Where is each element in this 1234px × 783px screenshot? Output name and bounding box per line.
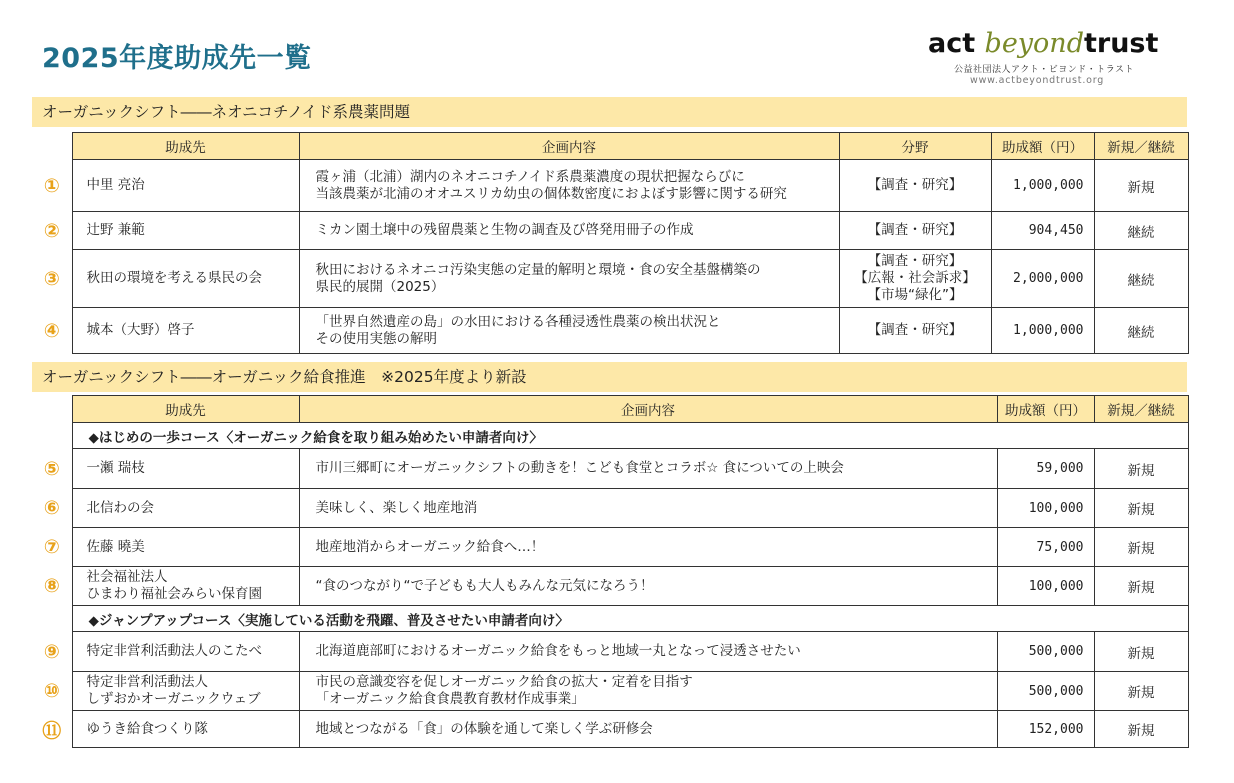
text-line: 【広報・社会訴求】 [854,270,976,286]
logo-subtitle: 公益社団法人アクト・ビヨンド・トラスト [954,65,1134,75]
row-number: ⑨ [43,640,60,663]
field-cell [839,160,991,212]
text-line: 【調査・研究】 [867,322,963,338]
text-line: 秋田におけるネオニコ汚染実態の定量的解明と環境・食の安全基盤構築の [315,261,761,278]
status-cell: 新規 [1094,672,1188,711]
recipient-cell [72,160,299,212]
text-line: 佐藤 曉美 [86,538,145,555]
content-cell [299,528,997,567]
content-cell [299,250,839,308]
amount-cell: 904,450 [991,212,1094,250]
header-status: 新規／継続 [1094,133,1188,160]
row-number: ① [43,174,60,197]
row-number: ⑪ [42,719,62,742]
content-cell [299,567,997,606]
status-cell: 新規 [1094,528,1188,567]
header-amount: 助成額（円） [991,133,1094,160]
text-line: 【市場“緑化”】 [867,287,963,303]
text-line: 美味しく、楽しく地産地消 [315,499,478,516]
row-spacer [32,606,72,632]
content-cell [299,489,997,528]
content-cell [299,711,997,748]
text-line: 【調査・研究】 [867,177,963,193]
text-line: “食のつながり“で子どもも大人もみんな元気になろう！ [315,577,654,594]
recipient-cell [72,711,299,748]
amount-cell: 100,000 [997,567,1094,606]
amount-cell: 500,000 [997,672,1094,711]
recipient-cell [72,672,299,711]
section1-header-row [32,133,1188,160]
text-line: 当該農薬が北浦のオオユスリカ幼虫の個体数密度におよぼす影響に関する研究 [315,185,787,202]
text-line: 【調査・研究】 [867,222,963,238]
status-cell: 新規 [1094,711,1188,748]
status-cell: 新規 [1094,489,1188,528]
section1-table [32,132,1189,354]
text-line: 北海道鹿部町におけるオーガニック給食をもっと地域一丸となって浸透させたい [315,643,801,659]
field-cell [839,250,991,308]
course-row [32,606,1188,632]
text-line: 県民的展開（2025） [315,278,445,295]
section2-table [32,395,1189,748]
text-line: 城本（大野）啓子 [86,322,195,338]
header-recipient: 助成先 [72,396,299,423]
table-row [32,528,1188,567]
status-cell: 継続 [1094,250,1188,308]
amount-cell: 75,000 [997,528,1094,567]
section2-heading: オーガニックシフト――オーガニック給食推進 ※2025年度より新設 [32,362,1187,392]
row-number: ⑧ [43,575,60,597]
table-row [32,489,1188,528]
header-content: 企画内容 [299,396,997,423]
page-title: 2025年度助成先一覧 [42,43,312,74]
field-cell [839,308,991,354]
text-line: 特定非営利活動法人 [86,674,208,690]
text-line: 社会福祉法人 [86,569,168,585]
row-number: ⑥ [43,497,60,519]
status-cell: 新規 [1094,449,1188,489]
course-label: ◆はじめの一歩コース〈オーガニック給食を取り組み始めたい申請者向け〉 [72,423,1188,449]
header-field: 分野 [839,133,991,160]
table-row [32,212,1188,250]
amount-cell: 2,000,000 [991,250,1094,308]
recipient-cell [72,567,299,606]
header-status: 新規／継続 [1094,396,1188,423]
content-cell [299,308,839,354]
row-number: ⑤ [43,457,60,480]
recipient-cell [72,528,299,567]
status-cell: 新規 [1094,567,1188,606]
table-row [32,632,1188,672]
logo-trust: trust [1083,28,1159,59]
text-line: 北信わの会 [86,499,154,516]
amount-cell: 500,000 [997,632,1094,672]
recipient-cell [72,489,299,528]
text-line: 市川三郷町にオーガニックシフトの動きを！こども食堂とコラボ☆ 食についての上映会 [315,460,844,476]
status-cell: 継続 [1094,308,1188,354]
recipient-cell [72,212,299,250]
amount-cell: 152,000 [997,711,1094,748]
row-number: ④ [43,319,60,342]
table-row [32,449,1188,489]
status-cell: 継続 [1094,212,1188,250]
row-number: ② [43,219,60,242]
header-amount: 助成額（円） [997,396,1094,423]
text-line: 地産地消からオーガニック給食へ…！ [315,538,545,555]
content-cell [299,672,997,711]
text-line: 【調査・研究】 [867,253,963,269]
text-line: 地域とつながる「食」の体験を通して楽しく学ぶ研修会 [315,720,653,737]
recipient-cell [72,632,299,672]
logo-url: www.actbeyondtrust.org [970,75,1105,86]
text-line: 霞ヶ浦（北浦）湖内のネオニコチノイド系農薬濃度の現状把握ならびに [315,168,745,185]
recipient-cell [72,449,299,489]
header-content: 企画内容 [299,133,839,160]
recipient-cell [72,308,299,354]
amount-cell: 59,000 [997,449,1094,489]
row-spacer [32,423,72,449]
row-number: ③ [43,267,60,290]
table-row [32,250,1188,308]
recipient-cell [72,250,299,308]
section1-heading: オーガニックシフト――ネオニコチノイド系農薬問題 [32,97,1187,127]
row-number: ⑦ [43,536,60,558]
text-line: 辻野 兼範 [86,222,145,238]
header-spacer [32,396,72,423]
text-line: しずおかオーガニックウェブ [86,691,261,707]
text-line: 一瀬 瑞枝 [86,460,145,476]
field-cell [839,212,991,250]
content-cell [299,632,997,672]
header-spacer [32,133,72,160]
content-cell [299,449,997,489]
text-line: その使用実態の解明 [315,330,437,347]
table-row [32,711,1188,748]
text-line: 中里 亮治 [86,177,145,193]
text-line: 特定非営利活動法人のこたべ [86,643,262,659]
table-row [32,672,1188,711]
course-label: ◆ジャンプアップコース〈実施している活動を飛躍、普及させたい申請者向け〉 [72,606,1188,632]
table-row [32,160,1188,212]
table-row [32,308,1188,354]
row-number: ⑩ [43,680,60,702]
text-line: ゆうき給食つくり隊 [86,720,208,737]
course-row [32,423,1188,449]
text-line: 「世界自然遺産の島」の水田における各種浸透性農薬の検出状況と [315,313,721,330]
logo-beyond: beyond [984,28,1084,59]
content-cell [299,160,839,212]
logo [928,28,1168,86]
text-line: 市民の意識変容を促しオーガニック給食の拡大・定着を目指す [315,674,693,690]
amount-cell: 1,000,000 [991,160,1094,212]
logo-wordmark [928,28,1168,60]
text-line: ミカン園土壌中の残留農薬と生物の調査及び啓発用冊子の作成 [315,222,694,238]
table-row [32,567,1188,606]
header-recipient: 助成先 [72,133,299,160]
status-cell: 新規 [1094,632,1188,672]
amount-cell: 100,000 [997,489,1094,528]
section2-header-row [32,396,1188,423]
content-cell [299,212,839,250]
text-line: 「オーガニック給食食農教育教材作成事業」 [315,691,585,707]
text-line: ひまわり福祉会みらい保育園 [86,586,262,602]
amount-cell: 1,000,000 [991,308,1094,354]
text-line: 秋田の環境を考える県民の会 [86,270,262,286]
status-cell: 新規 [1094,160,1188,212]
logo-act: act [928,28,985,59]
